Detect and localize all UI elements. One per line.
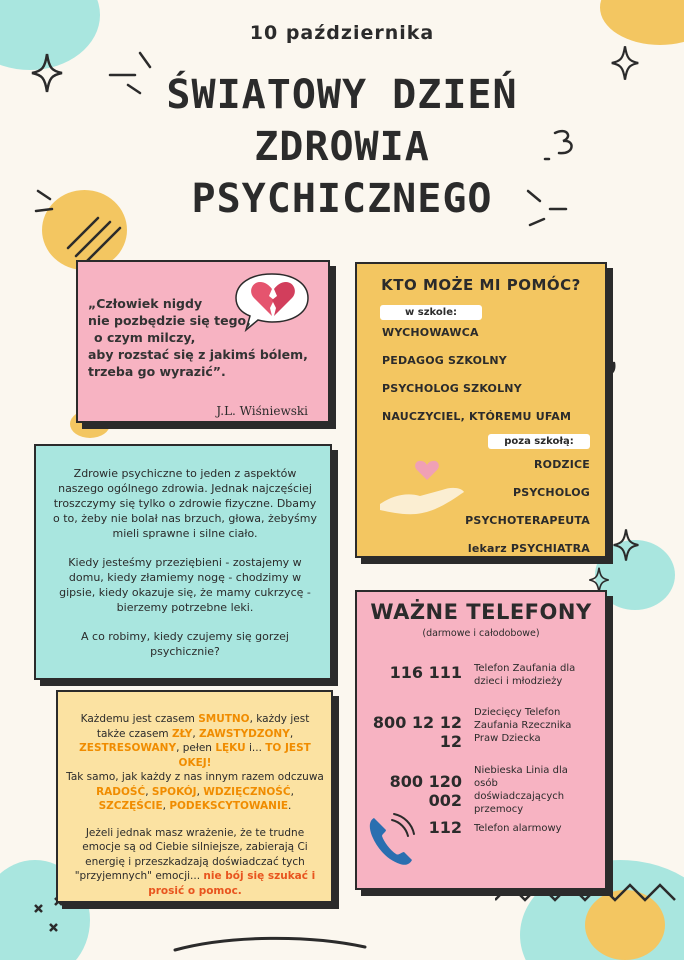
text-part: ,	[289, 727, 294, 740]
emotion-word: SZCZĘŚCIE	[98, 800, 163, 812]
school-label: w szkole:	[380, 305, 482, 320]
phone-description: Dziecięcy Telefon Zaufania Rzecznika Praw Dziecka	[474, 707, 572, 744]
mental-health-text	[50, 466, 320, 659]
help-phrase: nie bój się szukać i prosić o pomoc.	[148, 870, 316, 897]
phones-title: WAŻNE TELEFONY	[370, 600, 592, 624]
school-item: PSYCHOLOG SZKOLNY	[382, 382, 522, 395]
quote-line: trzeba go wyrazić”.	[88, 364, 226, 379]
outside-item: RODZICE	[533, 458, 590, 471]
sparkle-icon	[610, 44, 640, 82]
phones-subtitle: (darmowe i całodobowe)	[422, 628, 540, 639]
school-item: PEDAGOG SZKOLNY	[382, 354, 507, 367]
paragraph: Zdrowie psychiczne to jeden z aspektów naszego ogólnego zdrowia. Jednak najczęściej troszczymy się tylko o zdrowie fizyczne. Dbamy o to, żeby nie bolał nas brzuch, głowa, żebyśmy mieli sprawne i silne ciało.	[53, 467, 317, 540]
paragraph	[66, 712, 324, 770]
outside-item: lekarz PSYCHIATRA	[467, 542, 590, 555]
heart-in-hand-icon	[372, 452, 472, 522]
text-part: Tak samo, jak każdy z nas innym razem odczuwa	[66, 771, 324, 783]
paragraph: A co robimy, kiedy czujemy się gorzej psychicznie?	[81, 630, 289, 658]
quote-text	[88, 295, 348, 380]
event-date: 10 października	[249, 22, 435, 44]
phone-number[interactable]: 800 120 002	[389, 772, 462, 810]
phone-description: Niebieska Linia dla osób doświadczających przemocy	[474, 765, 568, 815]
text-part: Każdemu jest czasem	[80, 713, 199, 725]
phone-description: Telefon alarmowy	[474, 823, 562, 834]
emotion-word: WDZIĘCZNOŚĆ	[203, 785, 291, 798]
text-part: ,	[192, 727, 199, 740]
quote-line: o czym milczy,	[94, 330, 196, 345]
sparkle-icon	[30, 52, 64, 94]
emotions-text	[66, 712, 324, 898]
outside-item: PSYCHOTERAPEUTA	[465, 514, 590, 527]
emotion-word: LĘKU	[215, 742, 246, 754]
text-part: , każdy jest także czasem	[96, 713, 310, 740]
emphasis-lines-icon	[100, 45, 160, 95]
sparkle-icon	[612, 525, 640, 565]
emotion-word: SMUTNO	[198, 713, 250, 725]
school-item: WYCHOWAWCA	[382, 326, 479, 339]
page-title-line-1: ŚWIATOWY DZIEŃ	[166, 72, 518, 118]
swoosh-line-icon	[170, 925, 370, 960]
emotion-word: TO JEST OKEJ!	[178, 742, 311, 769]
quote-author: J.L. Wiśniewski	[216, 404, 308, 418]
paragraph: Kiedy jesteśmy przeziębieni - zostajemy w domu, kiedy złamiemy nogę - chodzimy w gipsie, kiedy okazuje się, że mamy cukrzycę - bierzemy potrzebne leki.	[59, 556, 311, 614]
who-can-help-title: KTO MOŻE MI POMÓC?	[381, 276, 581, 294]
emotion-word: ZAWSTYDZONY	[199, 727, 290, 740]
outside-school-label: poza szkołą:	[488, 434, 590, 449]
page-title-line-3: PSYCHICZNEGO	[191, 176, 493, 222]
phone-number[interactable]: 112	[428, 818, 462, 837]
school-item: NAUCZYCIEL, KTÓREMU UFAM	[382, 410, 572, 423]
emphasis-lines-icon	[520, 185, 570, 235]
quote-line: nie pozbędzie się tego,	[88, 313, 251, 328]
emotion-word: ZESTRESOWANY	[79, 742, 177, 754]
text-part: i...	[245, 742, 266, 754]
page-title-line-2: ZDROWIA	[254, 124, 430, 170]
text-part: .	[288, 800, 292, 812]
phone-icon	[366, 810, 418, 870]
diagonal-stripes-icon	[58, 208, 128, 268]
emotion-word: ZŁY	[171, 727, 193, 740]
text-part: ,	[145, 785, 152, 798]
phone-description: Telefon Zaufania dla dzieci i młodzieży	[474, 663, 576, 687]
text-part: Jeżeli jednak masz wrażenie, że te trudne emocje są od Ciebie silniejsze, zabierają Ci energię i przeszkadzają doświadczać tych "przyjemnych" emocji...	[74, 826, 308, 882]
quote-line: aby rozstać się z jakimś bólem,	[88, 347, 308, 362]
paragraph	[66, 826, 324, 899]
phone-number[interactable]: 800 12 12 12	[372, 713, 462, 751]
emotion-word: PODEKSCYTOWANIE	[169, 800, 289, 812]
emotion-word: SPOKÓJ	[151, 785, 197, 798]
quote-line: „Człowiek nigdy	[88, 296, 203, 311]
text-part: ,	[290, 785, 294, 798]
phone-number[interactable]: 116 111	[389, 663, 462, 682]
text-part: , pełen	[176, 742, 216, 754]
emotion-word: RADOŚĆ	[96, 785, 146, 798]
outside-item: PSYCHOLOG	[513, 486, 590, 499]
text-part: ,	[162, 800, 170, 812]
spiral-doodle-icon	[535, 125, 585, 170]
paragraph	[66, 770, 324, 814]
text-part: ,	[196, 785, 204, 798]
